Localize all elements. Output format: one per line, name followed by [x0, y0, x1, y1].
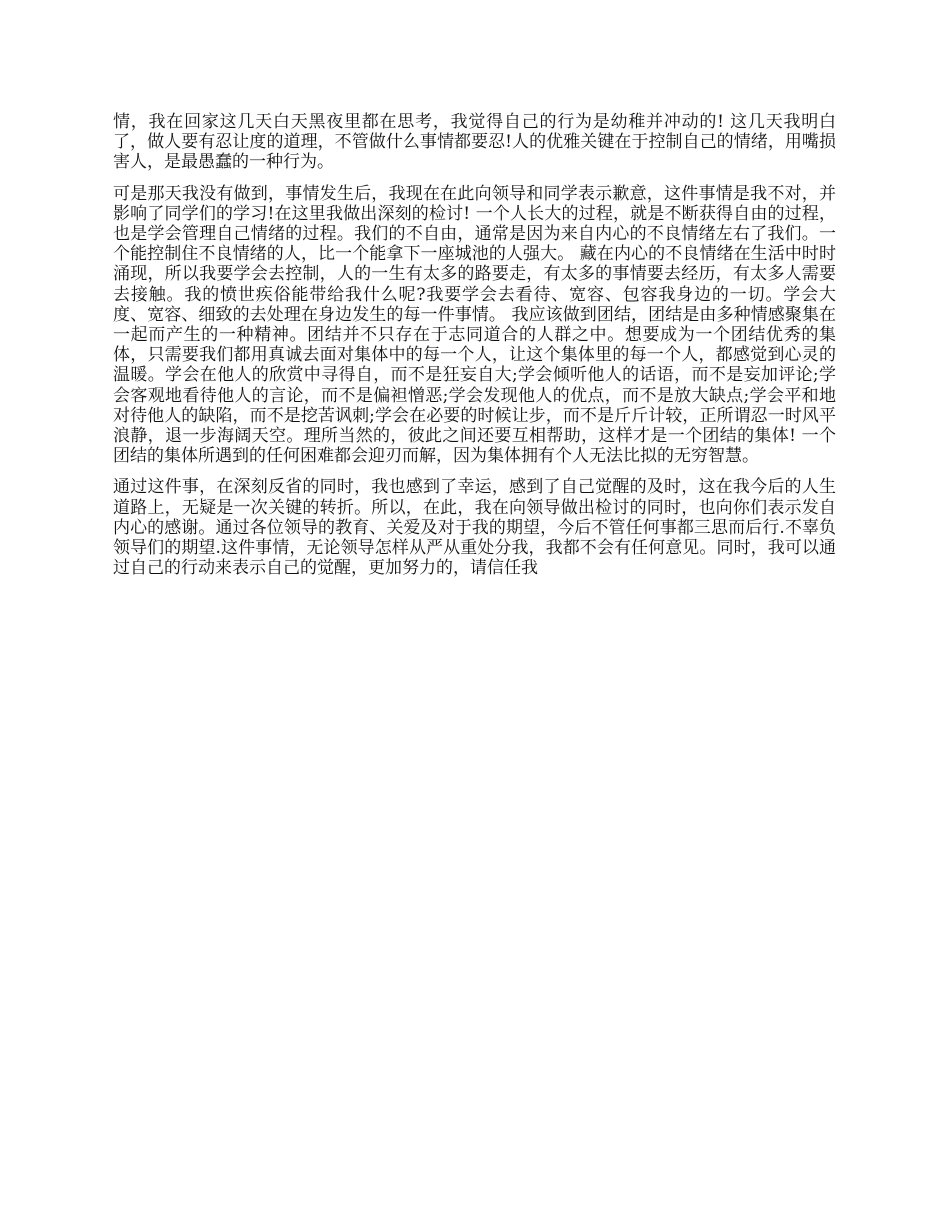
paragraph-1: 情，我在回家这几天白天黑夜里都在思考，我觉得自己的行为是幼稚并冲动的! 这几天我明白了，做人要有忍让度的道理，不管做什么事情都要忍!人的优雅关键在于控制自己的情绪，用嘴损害人，是最愚蠢的一种行为。: [113, 112, 836, 173]
paragraph-3: 通过这件事，在深刻反省的同时，我也感到了幸运，感到了自己觉醒的及时，这在我今后的人生道路上，无疑是一次关键的转折。所以，在此，我在向领导做出检讨的同时，也向你们表示发自内心的感谢。通过各位领导的教育、关爱及对于我的期望，今后不管任何事都三思而后行.不辜负领导们的期望.这件事情，无论领导怎样从严从重处分我，我都不会有任何意见。同时，我可以通过自己的行动来表示自己的觉醒，更加努力的，请信任我: [113, 477, 836, 579]
document-body: [113, 112, 836, 589]
paragraph-2: 可是那天我没有做到，事情发生后，我现在在此向领导和同学表示歉意，这件事情是我不对，并影响了同学们的学习!在这里我做出深刻的检讨! 一个人长大的过程，就是不断获得自由的过程，也是学会管理自己情绪的过程。我们的不自由，通常是因为来自内心的不良情绪左右了我们。一个能控制住不良情绪的人，比一个能拿下一座城池的人强大。 藏在内心的不良情绪在生活中时时涌现，所以我要学会去控制，人的一生有太多的路要走，有太多的事情要去经历，有太多人需要去接触。我的愤世疾俗能带给我什么呢?我要学会去看待、宽容、包容我身边的一切。学会大度、宽容、细致的去处理在身边发生的每一件事情。 我应该做到团结，团结是由多种情感聚集在一起而产生的一种精神。团结并不只存在于志同道合的人群之中。想要成为一个团结优秀的集体，只需要我们都用真诚去面对集体中的每一个人，让这个集体里的每一个人，都感觉到心灵的温暖。学会在他人的欣赏中寻得自，而不是狂妄自大;学会倾听他人的话语，而不是妄加评论;学会客观地看待他人的言论，而不是偏袒憎恶;学会发现他人的优点，而不是放大缺点;学会平和地对待他人的缺陷，而不是挖苦讽刺;学会在必要的时候让步，而不是斤斤计较，正所谓忍一时风平浪静，退一步海阔天空。理所当然的，彼此之间还要互相帮助，这样才是一个团结的集体! 一个团结的集体所遇到的任何困难都会迎刃而解，因为集体拥有个人无法比拟的无穷智慧。: [113, 183, 836, 467]
